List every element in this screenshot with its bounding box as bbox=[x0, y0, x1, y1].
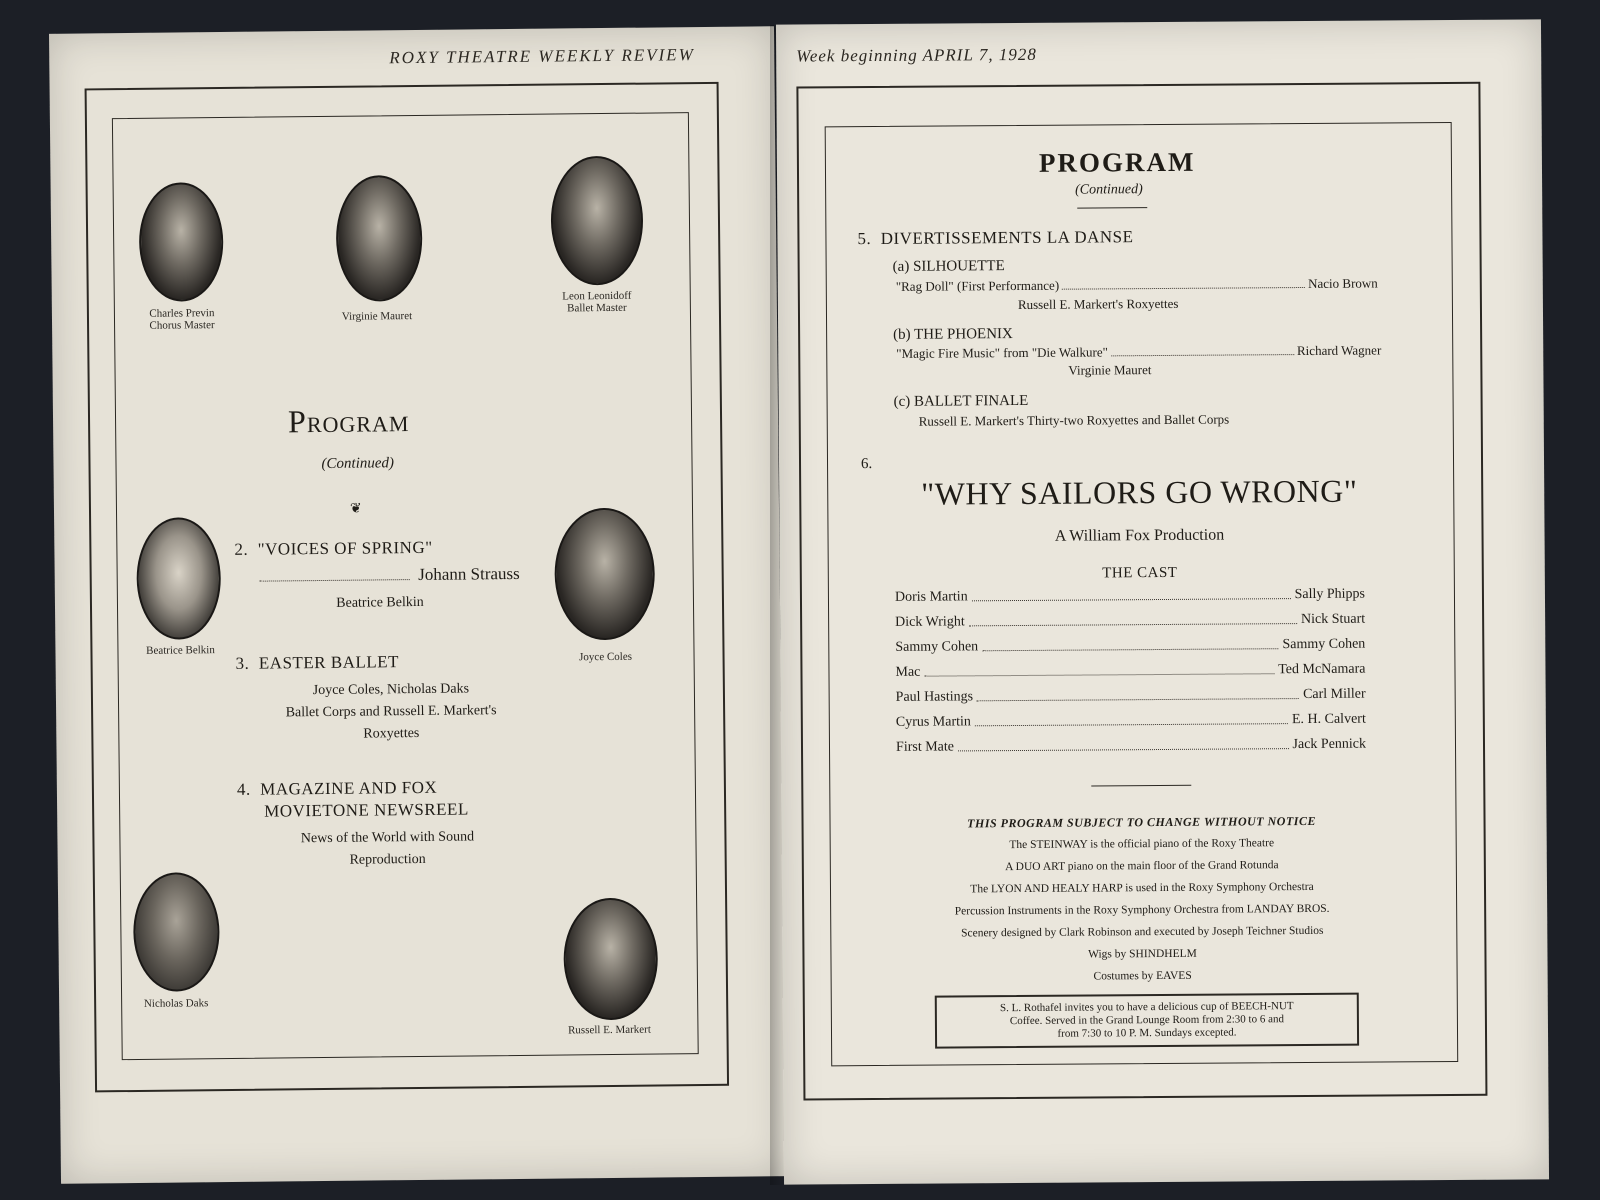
item-3-line1: Joyce Coles, Nicholas Daks bbox=[312, 681, 470, 699]
left-program-title: Program bbox=[287, 402, 410, 440]
caption-nicholas-daks: Nicholas Daks bbox=[143, 997, 209, 1010]
left-running-head: ROXY THEATRE WEEKLY REVIEW bbox=[389, 45, 695, 68]
portrait-charles-previn bbox=[139, 182, 224, 302]
film-title: "WHY SAILORS GO WRONG" bbox=[920, 472, 1358, 512]
item-6-number: 6. bbox=[860, 456, 873, 473]
cast-row: Paul Hastings Carl Miller bbox=[895, 686, 1366, 705]
right-program-title: PROGRAM bbox=[1038, 146, 1196, 178]
production-credit: A William Fox Production bbox=[1054, 526, 1225, 545]
part-a-label: (a) SILHOUETTE bbox=[892, 258, 1005, 275]
part-c-label: (c) BALLET FINALE bbox=[893, 392, 1029, 410]
cast-row: First Mate Jack Pennick bbox=[895, 736, 1367, 755]
cast-list bbox=[895, 581, 1366, 764]
item-5-heading: 5. DIVERTISSEMENTS LA DANSE bbox=[857, 227, 1134, 249]
caption-russell-markert: Russell E. Markert bbox=[567, 1023, 651, 1037]
credit-line: Costumes by EAVES bbox=[1093, 969, 1192, 983]
item-3-line2: Ballet Corps and Russell E. Markert's bbox=[285, 703, 497, 721]
caption-joyce-coles: Joyce Coles bbox=[579, 650, 633, 664]
item-2-heading: 2. "VOICES OF SPRING" bbox=[234, 537, 433, 559]
cast-row: Doris Martin Sally Phipps bbox=[894, 586, 1366, 605]
credit-line: A DUO ART piano on the main floor of the Grand Rotunda bbox=[1005, 859, 1279, 874]
left-continued: (Continued) bbox=[321, 455, 395, 472]
portrait-leon-leonidoff bbox=[550, 156, 643, 286]
cast-row: Sammy Cohen Sammy Cohen bbox=[895, 636, 1366, 655]
portrait-beatrice-belkin bbox=[136, 517, 221, 640]
right-page bbox=[776, 19, 1549, 1184]
portrait-russell-markert bbox=[563, 898, 658, 1021]
credit-line: Wigs by SHINDHELM bbox=[1088, 947, 1197, 961]
cast-row: Mac Ted McNamara bbox=[895, 661, 1366, 680]
credit-line: Scenery designed by Clark Robinson and executed by Joseph Teichner Studios bbox=[961, 924, 1324, 940]
left-page bbox=[49, 26, 786, 1184]
credit-line: Percussion Instruments in the Roxy Symphony Orchestra from LANDAY BROS. bbox=[954, 902, 1330, 918]
change-notice: THIS PROGRAM SUBJECT TO CHANGE WITHOUT NOTICE bbox=[967, 813, 1316, 831]
item-2-composer-line: Johann Strauss bbox=[260, 564, 520, 587]
credit-line: The STEINWAY is the official piano of the Roxy Theatre bbox=[1009, 837, 1275, 852]
ornament: ❦ bbox=[349, 501, 362, 517]
item-4-heading: 4. MAGAZINE AND FOX bbox=[236, 777, 438, 799]
part-a-piece-line: "Rag Doll" (First Performance) Nacio Brown bbox=[895, 275, 1378, 294]
caption-beatrice-belkin: Beatrice Belkin bbox=[146, 644, 215, 657]
item-4-line2: Reproduction bbox=[349, 851, 426, 868]
cast-heading: THE CAST bbox=[1102, 564, 1178, 582]
cast-row: Dick Wright Nick Stuart bbox=[895, 611, 1366, 630]
item-2-performers: Beatrice Belkin bbox=[336, 594, 424, 611]
coffee-invitation-box: S. L. Rothafel invites you to have a delicious cup of BEECH-NUT Coffee. Served in the Grand Lounge Room from 2:30 to 6 and from 7:30 to 10 P. M. Sundays excepted. bbox=[935, 993, 1359, 1049]
credit-line: The LYON AND HEALY HARP is used in the Roxy Symphony Orchestra bbox=[970, 880, 1314, 896]
caption-leon-leonidoff: Leon Leonidoff Ballet Master bbox=[562, 289, 632, 315]
portrait-nicholas-daks bbox=[133, 872, 220, 992]
item-3-line3: Roxyettes bbox=[363, 725, 420, 742]
part-b-performers: Virginie Mauret bbox=[1068, 362, 1152, 378]
right-continued: (Continued) bbox=[1075, 182, 1143, 198]
caption-virginie-mauret: Virginie Mauret bbox=[341, 310, 413, 323]
cast-row: Cyrus Martin E. H. Calvert bbox=[895, 711, 1366, 730]
item-4-heading-line2: MOVIETONE NEWSREEL bbox=[264, 799, 469, 821]
right-running-head: Week beginning APRIL 7, 1928 bbox=[796, 44, 1037, 66]
item-3-heading: 3. EASTER BALLET bbox=[235, 652, 400, 673]
part-c-performers: Russell E. Markert's Thirty-two Roxyettes and Ballet Corps bbox=[918, 411, 1230, 429]
item-4-line1: News of the World with Sound bbox=[300, 829, 475, 847]
part-b-label: (b) THE PHOENIX bbox=[893, 326, 1013, 343]
portrait-joyce-coles bbox=[554, 508, 655, 641]
part-b-piece-line: "Magic Fire Music" from "Die Walkure" Richard Wagner bbox=[896, 342, 1382, 361]
portrait-virginie-mauret bbox=[336, 175, 423, 302]
part-a-performers: Russell E. Markert's Roxyettes bbox=[1017, 295, 1179, 313]
caption-charles-previn: Charles Previn Chorus Master bbox=[149, 307, 215, 332]
